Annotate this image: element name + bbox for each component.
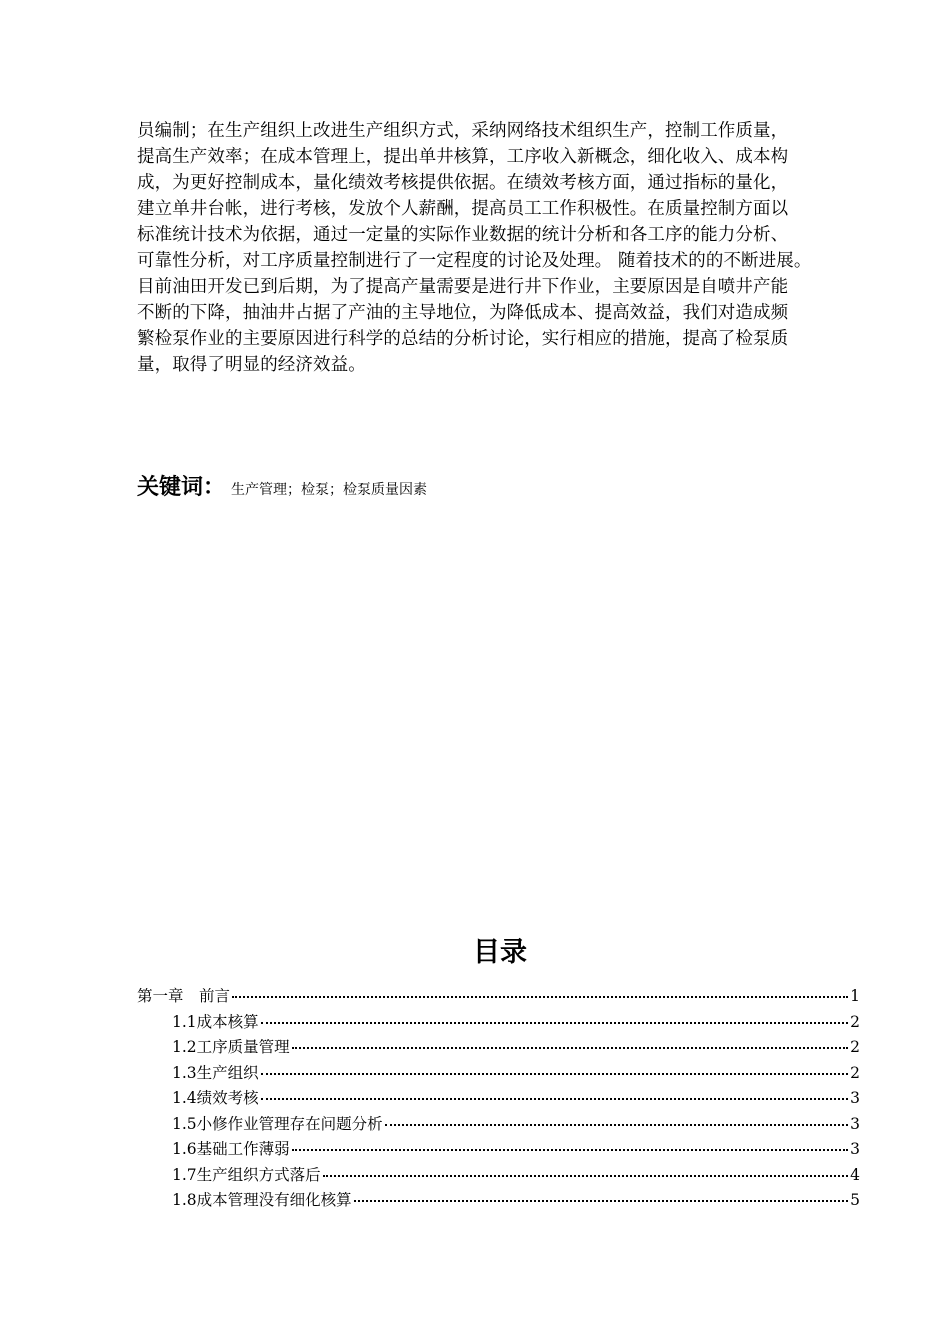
toc-entry[interactable]: [137, 1137, 860, 1163]
toc-dot-leader: [385, 1124, 848, 1126]
toc-dot-leader: [292, 1047, 848, 1049]
toc-entry-label: 第一章 前言: [137, 987, 231, 1005]
toc-entry-label: 1.3生产组织: [172, 1063, 259, 1082]
toc-entry-label: 1.5小修作业管理存在问题分析: [172, 1114, 383, 1133]
toc-entry[interactable]: [137, 1163, 860, 1189]
toc-dot-leader: [292, 1149, 848, 1151]
toc-entry-page: 1: [850, 987, 860, 1005]
toc-entry[interactable]: [137, 1061, 860, 1087]
abstract-line: 繁检泵作业的主要原因进行科学的总结的分析讨论，实行相应的措施，提高了检泵质: [137, 329, 789, 349]
keywords-section: [137, 470, 427, 501]
table-of-contents: [137, 984, 860, 1214]
abstract-line: 目前油田开发已到后期，为了提高产量需要是进行井下作业，主要原因是自喷井产能: [137, 277, 789, 297]
toc-entry-label: 1.4绩效考核: [172, 1089, 259, 1107]
toc-entry-page: 4: [850, 1165, 860, 1184]
toc-entry-page: 3: [850, 1140, 860, 1158]
abstract-line: 可靠性分析，对工序质量控制进行了一定程度的讨论及处理。 随着技术的的不断进展。: [137, 251, 812, 271]
toc-dot-leader: [261, 1098, 848, 1100]
abstract-line: 标准统计技术为依据，通过一定量的实际作业数据的统计分析和各工序的能力分析、: [137, 225, 789, 245]
toc-entry-page: 2: [850, 1012, 860, 1031]
toc-entry-page: 3: [850, 1114, 860, 1133]
toc-entry[interactable]: [137, 1086, 860, 1112]
abstract-line: 量，取得了明显的经济效益。: [137, 355, 366, 375]
toc-entry[interactable]: [137, 1035, 860, 1061]
keywords-value: 生产管理；检泵；检泵质量因素: [231, 482, 428, 498]
toc-entry-label: 1.6基础工作薄弱: [172, 1140, 290, 1158]
toc-entry[interactable]: [137, 1188, 860, 1214]
toc-entry[interactable]: [137, 984, 860, 1010]
toc-entry-label: 1.8成本管理没有细化核算: [172, 1191, 352, 1209]
toc-dot-leader: [354, 1200, 848, 1202]
keywords-label: 关键词：: [137, 475, 226, 500]
abstract-line: 不断的下降，抽油井占据了产油的主导地位，为降低成本、提高效益，我们对造成频: [137, 303, 789, 323]
toc-dot-leader: [261, 1022, 848, 1024]
toc-entry-page: 5: [850, 1191, 860, 1209]
toc-entry[interactable]: [137, 1010, 860, 1036]
abstract-line: 建立单井台帐，进行考核，发放个人薪酬，提高员工工作积极性。在质量控制方面以: [137, 199, 789, 219]
toc-entry-page: 2: [850, 1063, 860, 1082]
toc-entry-label: 1.2工序质量管理: [172, 1038, 290, 1056]
toc-title: 目录: [473, 937, 527, 968]
toc-entry-page: 3: [850, 1089, 860, 1107]
abstract-line: 提高生产效率；在成本管理上，提出单井核算，工序收入新概念，细化收入、成本构: [137, 147, 789, 167]
toc-entry-label: 1.7生产组织方式落后: [172, 1165, 321, 1184]
abstract-body: [137, 118, 877, 378]
toc-entry-label: 1.1成本核算: [172, 1012, 259, 1031]
toc-dot-leader: [323, 1175, 848, 1177]
abstract-line: 成，为更好控制成本，量化绩效考核提供依据。在绩效考核方面，通过指标的量化，: [137, 173, 789, 193]
toc-entry-page: 2: [850, 1038, 860, 1056]
toc-dot-leader: [261, 1073, 848, 1075]
abstract-line: 员编制；在生产组织上改进生产组织方式，采纳网络技术组织生产，控制工作质量，: [137, 121, 789, 141]
toc-entry[interactable]: [137, 1112, 860, 1138]
toc-dot-leader: [232, 996, 848, 998]
